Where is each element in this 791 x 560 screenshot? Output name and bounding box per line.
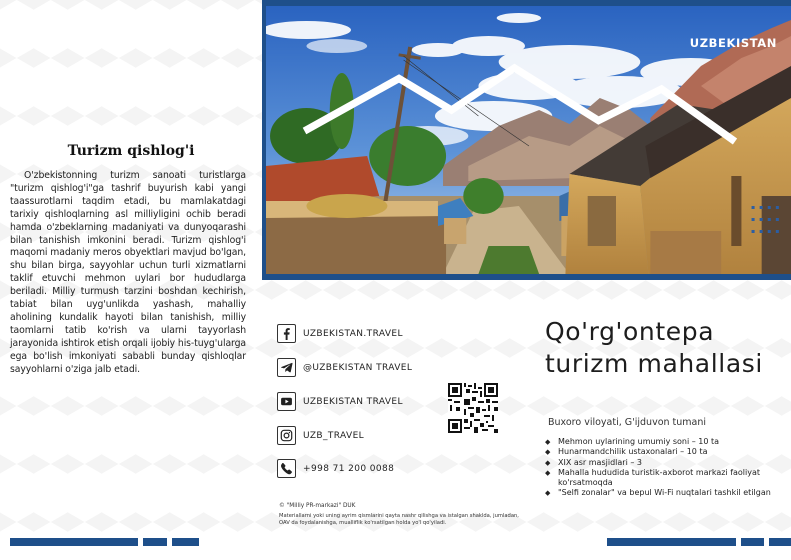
diamond-bullet-icon: ◆	[545, 489, 551, 498]
contact-facebook[interactable]	[277, 324, 403, 343]
contact-label: @UZBEKISTAN TRAVEL	[303, 362, 413, 373]
left-panel-body: O'zbekistonning turizm sanoati turistlarga "turizm qishlog'i"ga tashrif buyurish kabi yangi taassurotlarni taqdim etadi, bu mamlakatdagi tarixiy qishloqlarning asl milliyligini ochib beradi hamda o'zbeklarning madaniyati va dunyoqarashi bilan tanishish imkonini beradi. Turizm qishlog'i maqomi madaniy meros obyektlari mavjud bo'lgan, shu bilan birga, sayyohlar uchun turli xizmatlarni taklif etuvchi mehmon uylari bor hududlarga beriladi. Milliy turmush tarzini boshdan kechirish, tabiat bilan uyg'unlikda yashash, mahalliy aholining kundalik hayoti bilan tanishish, milliy taomlarni tatib ko'rish va ularni tayyorlash jarayonida ishtirok etish orqali ijobiy his-tuyg'ularga ega bo'lish imkoniyati sababli bunday qishloqlar sayyohlarni o'ziga jalb etadi.	[10, 170, 246, 375]
telegram-icon	[277, 358, 296, 377]
bottom-bar-decoration	[172, 538, 199, 546]
contact-label: UZB_TRAVEL	[303, 430, 365, 441]
title-line-2: turizm mahallasi	[545, 349, 763, 378]
contact-instagram[interactable]	[277, 426, 364, 445]
youtube-icon	[277, 392, 296, 411]
bottom-bar-decoration	[10, 538, 138, 546]
list-item	[545, 447, 791, 457]
copyright-org: © "Milliy PR-markazi" DUK	[279, 503, 356, 509]
list-item	[545, 458, 791, 468]
region-label: Buxoro viloyati, G'ijduvon tumani	[548, 417, 707, 428]
left-panel-title: Turizm qishlog'i	[67, 143, 195, 159]
list-item	[545, 437, 791, 447]
list-item	[545, 468, 791, 489]
fact-text: "Selfi zonalar" va bepul Wi-Fi nuqtalari tashkil etilgan	[558, 488, 771, 498]
page-title	[545, 316, 763, 380]
phone-icon	[277, 459, 296, 478]
list-item	[545, 488, 791, 498]
fact-text: XIX asr masjidlari – 3	[558, 457, 642, 467]
fact-text: Hunarmandchilik ustaxonalari – 10 ta	[558, 447, 708, 457]
bottom-bar-decoration	[769, 538, 791, 546]
instagram-icon	[277, 426, 296, 445]
diamond-bullet-icon: ◆	[545, 458, 551, 467]
contact-phone[interactable]	[277, 459, 394, 478]
qr-code-icon[interactable]	[448, 383, 498, 433]
uzbekistan-mountain-logo-icon	[262, 18, 777, 280]
facts-list	[545, 437, 791, 499]
brand-logo-text: UZBEKISTAN	[689, 36, 777, 50]
contact-label: +998 71 200 0088	[303, 463, 395, 474]
contact-label: UZBEKISTAN.TRAVEL	[303, 328, 403, 339]
diamond-bullet-icon: ◆	[545, 438, 551, 446]
bottom-bar-decoration	[143, 538, 167, 546]
contact-telegram[interactable]	[277, 358, 412, 377]
contact-youtube[interactable]	[277, 392, 403, 411]
bottom-bar-decoration	[741, 538, 764, 546]
diamond-bullet-icon: ◆	[545, 448, 551, 457]
contact-label: UZBEKISTAN TRAVEL	[303, 396, 403, 407]
copyright-note: Materiallarni yoki uning ayrim qismlarini qayta nashr qilishga va istalgan shaklda, jumladan, OAV da foydalanishga, mualliflik ko'rsatilgan holda yo'l qo'yiladi.	[279, 513, 519, 526]
diamond-bullet-icon: ◆	[545, 468, 551, 477]
title-line-1: Qo'rg'ontepa	[545, 317, 715, 346]
bottom-bar-decoration	[607, 538, 736, 546]
fact-text: Mehmon uylarining umumiy soni – 10 ta	[558, 437, 720, 446]
facebook-icon	[277, 324, 296, 343]
fact-text: Mahalla hududida turistik-axborot markazi faoliyat ko'rsatmoqda	[558, 467, 761, 488]
hero-photo	[262, 0, 791, 280]
